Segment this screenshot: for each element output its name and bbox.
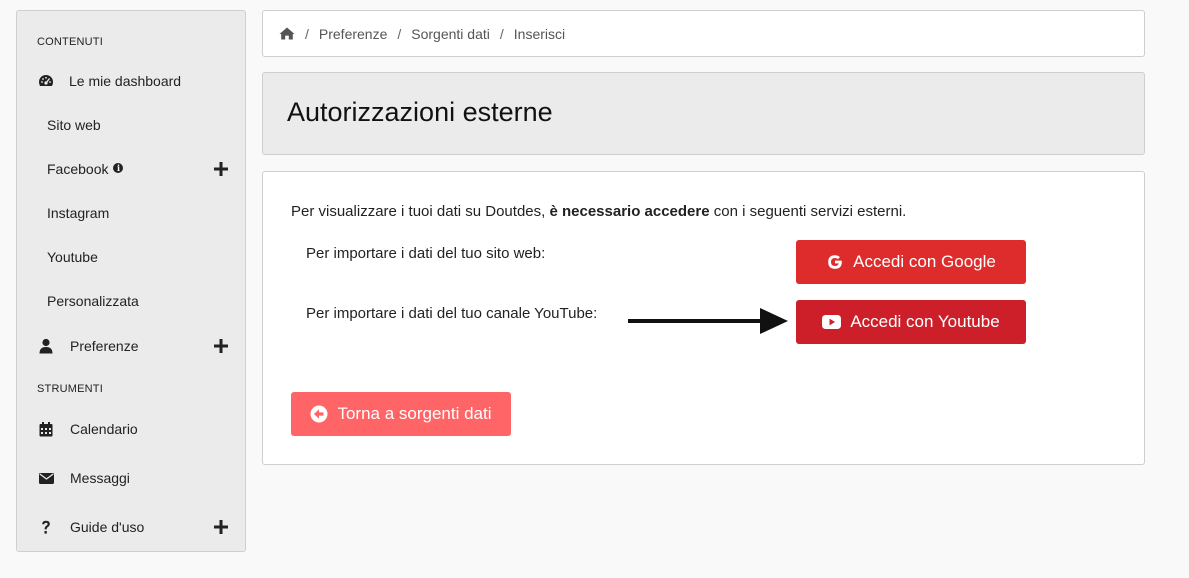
calendar-icon xyxy=(37,420,55,438)
sidebar-item-dashboard[interactable] xyxy=(17,66,245,96)
youtube-icon xyxy=(822,315,841,329)
website-import-label: Per importare i dati del tuo sito web: xyxy=(306,245,546,262)
page-title: Autorizzazioni esterne xyxy=(287,97,553,127)
section-title-contenuti: CONTENUTI xyxy=(37,36,103,48)
sidebar-item-facebook[interactable] xyxy=(17,154,245,184)
arrow-right-icon xyxy=(628,307,788,335)
sidebar-item-personalizzata[interactable] xyxy=(17,286,245,316)
youtube-login-button[interactable] xyxy=(796,300,1026,344)
arrow-circle-left-icon xyxy=(310,405,328,423)
youtube-login-label: Accedi con Youtube xyxy=(850,312,1000,331)
back-to-sources-button[interactable] xyxy=(291,392,511,436)
sidebar-item-label: Calendario xyxy=(70,421,138,437)
plus-icon[interactable] xyxy=(214,162,228,176)
sidebar-item-guide[interactable] xyxy=(17,512,245,542)
google-login-label: Accedi con Google xyxy=(853,252,996,271)
sidebar-item-label: Youtube xyxy=(47,249,98,265)
plus-icon[interactable] xyxy=(214,520,228,534)
sidebar-item-facebook-text: Facebook xyxy=(47,161,109,177)
envelope-icon xyxy=(37,469,55,487)
intro-text xyxy=(291,203,906,220)
tachometer-icon xyxy=(37,72,55,90)
sidebar-item-label: Personalizzata xyxy=(47,293,139,309)
sidebar-item-label: Sito web xyxy=(47,117,101,133)
info-icon: i xyxy=(113,163,123,173)
sidebar-item-youtube[interactable] xyxy=(17,242,245,272)
section-title-strumenti: STRUMENTI xyxy=(37,383,103,395)
home-icon[interactable] xyxy=(279,27,295,40)
breadcrumb-separator: / xyxy=(305,25,309,42)
sidebar-item-label xyxy=(47,161,123,177)
sidebar-item-messaggi[interactable] xyxy=(17,463,245,493)
back-to-sources-label: Torna a sorgenti dati xyxy=(337,404,492,423)
google-icon xyxy=(826,253,844,271)
intro-text-bold: è necessario accedere xyxy=(549,203,710,220)
sidebar-item-label: Instagram xyxy=(47,205,110,221)
sidebar-item-instagram[interactable] xyxy=(17,198,245,228)
sidebar-item-label: Messaggi xyxy=(70,470,130,486)
sidebar-item-label: Preferenze xyxy=(70,338,139,354)
sidebar-item-sito-web[interactable] xyxy=(17,110,245,140)
page-title-panel xyxy=(262,72,1145,155)
plus-icon[interactable] xyxy=(214,339,228,353)
sidebar-item-calendario[interactable] xyxy=(17,414,245,444)
google-login-button[interactable] xyxy=(796,240,1026,284)
breadcrumb-item-inserisci: Inserisci xyxy=(513,25,566,42)
breadcrumb-item-preferenze[interactable]: Preferenze xyxy=(318,25,388,42)
sidebar-item-label: Guide d'uso xyxy=(70,519,145,535)
intro-text-before: Per visualizzare i tuoi dati su Doutdes, xyxy=(291,203,550,220)
breadcrumb xyxy=(262,10,1145,57)
authorizations-card xyxy=(262,171,1145,465)
breadcrumb-separator: / xyxy=(499,25,504,42)
question-icon xyxy=(37,518,55,536)
sidebar-item-label: Le mie dashboard xyxy=(69,73,182,89)
breadcrumb-item-sorgenti-dati[interactable]: Sorgenti dati xyxy=(411,25,490,42)
youtube-import-label: Per importare i dati del tuo canale YouTube: xyxy=(306,305,598,322)
sidebar xyxy=(16,10,246,552)
user-icon xyxy=(37,337,55,355)
intro-text-after: con i seguenti servizi esterni. xyxy=(709,203,907,220)
sidebar-item-preferenze[interactable] xyxy=(17,331,245,361)
breadcrumb-separator: / xyxy=(397,25,402,42)
